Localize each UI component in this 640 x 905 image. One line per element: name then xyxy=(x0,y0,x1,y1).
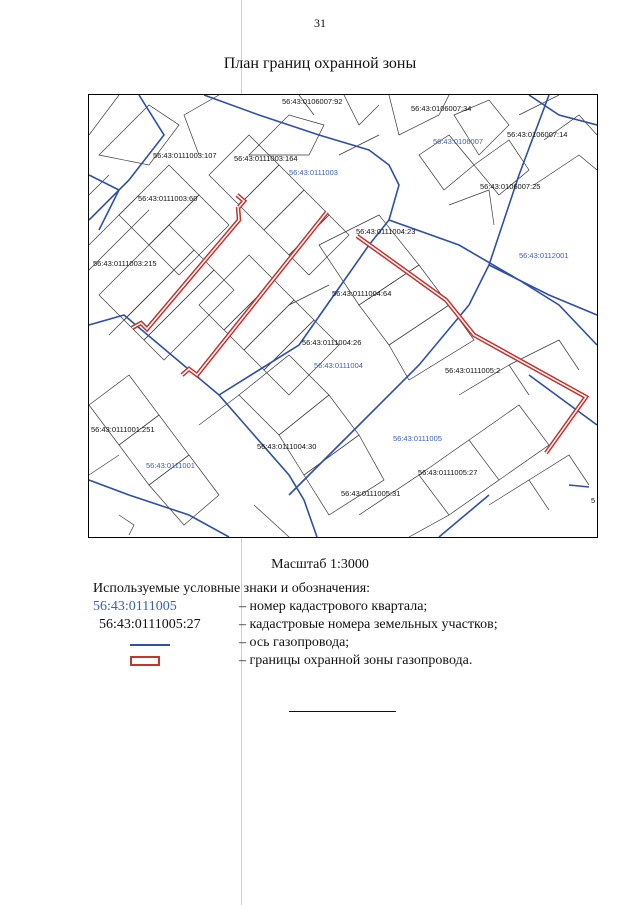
legend-description: – ось газопровода; xyxy=(239,635,350,650)
legend-item-pipeline-axis xyxy=(93,635,613,653)
plot-label: 56:43:0111001:251 xyxy=(91,425,155,434)
cadastral-map-canvas xyxy=(89,95,597,537)
pipeline-axis-swatch xyxy=(130,644,170,646)
legend-line-swatch xyxy=(93,635,233,653)
plot-label: 56:43:0111003:107 xyxy=(153,151,217,160)
legend-description: – кадастровые номера земельных участков; xyxy=(239,617,498,632)
plot-label: 56:43:0111003:164 xyxy=(234,154,298,163)
plot-labels xyxy=(91,97,595,505)
quarter-label: 56:43:0112001 xyxy=(519,251,569,260)
legend-heading: Используемые условные знаки и обозначения: xyxy=(93,581,371,596)
cadastral-map xyxy=(88,94,598,538)
quarter-label: 56:43:0111003 xyxy=(289,168,338,177)
quarter-label: 56:43:0106007 xyxy=(433,137,484,146)
end-rule xyxy=(289,711,396,712)
plot-label: 56:43:0106007:25 xyxy=(480,182,541,191)
legend-item-quarter-number xyxy=(93,599,613,617)
plot-label: 56:43:0111005:27 xyxy=(418,468,478,477)
plot-label: 56:43:0111005:31 xyxy=(341,489,401,498)
legend-plot-sample: 56:43:0111005:27 xyxy=(99,617,201,632)
quarter-label: 56:43:0111004 xyxy=(314,361,363,370)
plot-label: 56:43:0106007:92 xyxy=(282,97,343,106)
plot-label: 56:43:0111003:215 xyxy=(93,259,157,268)
plot-label: 56:43:0106007:34 xyxy=(411,104,472,113)
plot-label: 56:43:0111004:23 xyxy=(356,227,416,236)
legend-rect-swatch xyxy=(93,653,233,671)
legend-item-protective-zone xyxy=(93,653,613,671)
legend-quarter-sample: 56:43:0111005 xyxy=(93,599,177,614)
page-number: 31 xyxy=(314,16,326,30)
parcel-boundaries xyxy=(89,95,597,537)
legend-description: – номер кадастрового квартала; xyxy=(239,599,428,614)
page-title: План границ охранной зоны xyxy=(223,55,417,72)
pipeline-axis-lines xyxy=(89,95,597,537)
quarter-label: 56:43:0111005 xyxy=(393,434,442,443)
quarter-label: 56:43:0111001 xyxy=(146,461,195,470)
plot-label: 56:43:0111004:26 xyxy=(302,338,362,347)
map-edge-label: 5 xyxy=(591,496,596,505)
plot-label: 56:43:0111003:60 xyxy=(138,194,198,203)
plot-label: 56:43:0111004:64 xyxy=(332,289,392,298)
plot-label: 56:43:0111005:2 xyxy=(445,366,501,375)
plot-label: 56:43:0106007:14 xyxy=(507,130,568,139)
protective-zone-swatch xyxy=(130,656,160,666)
plot-label: 56:43:0111004:30 xyxy=(257,442,317,451)
legend-item-plot-number xyxy=(93,617,613,635)
legend-description: – границы охранной зоны газопровода. xyxy=(239,653,473,668)
map-scale: Масштаб 1:3000 xyxy=(271,557,369,572)
